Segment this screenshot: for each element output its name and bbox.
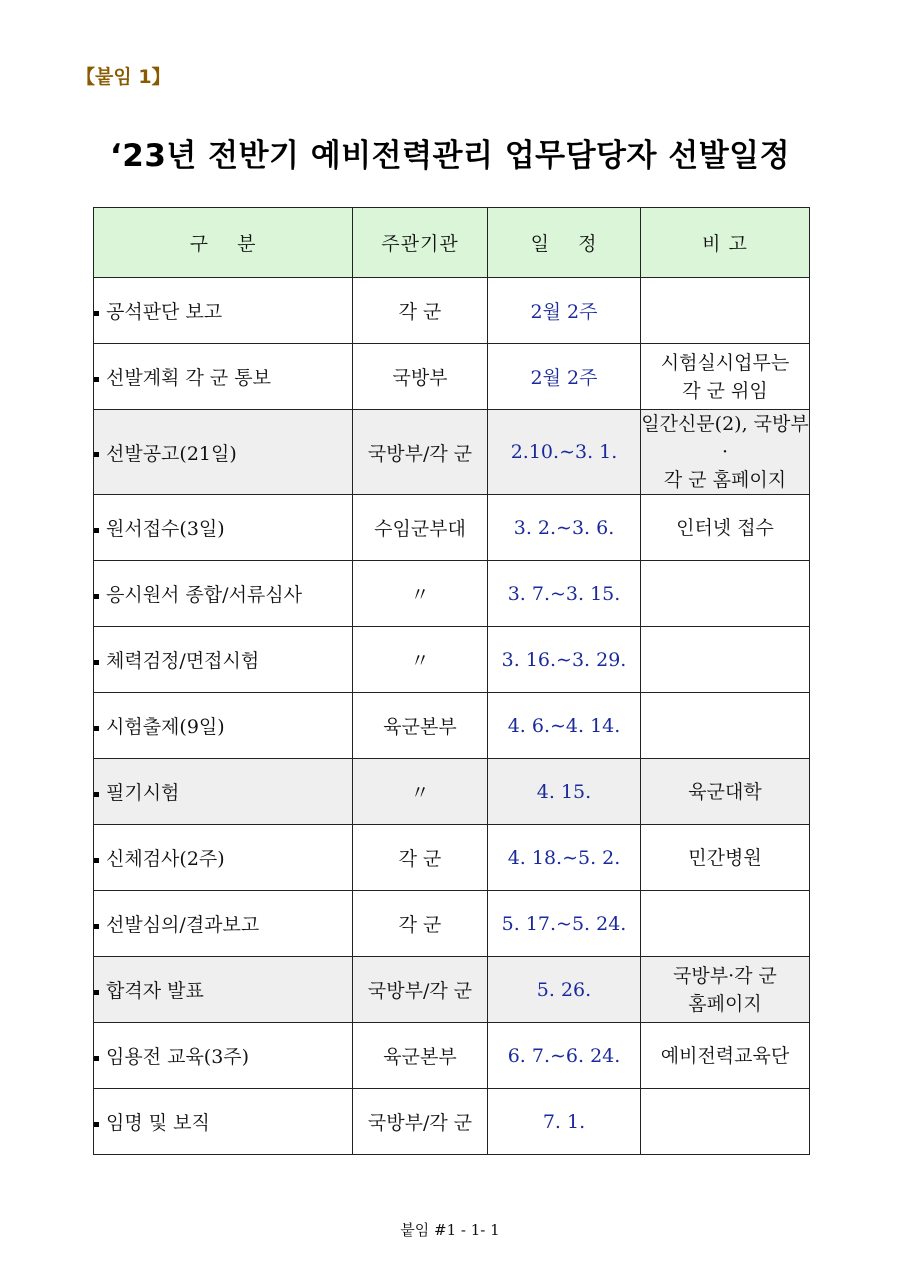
row-item-label: 선발계획 각 군 통보	[106, 367, 271, 389]
row-schedule: 2월 2주	[488, 278, 641, 344]
row-item-cell	[94, 627, 353, 693]
row-remarks: 인터넷 접수	[641, 495, 810, 561]
table-row	[94, 495, 810, 561]
row-organizer: 육군본부	[353, 1023, 488, 1089]
document-title: ‘23년 전반기 예비전력관리 업무담당자 선발일정	[109, 138, 791, 174]
row-schedule: 6. 7.∼6. 24.	[488, 1023, 641, 1089]
bullet-icon	[94, 311, 99, 316]
table-row	[94, 278, 810, 344]
bullet-icon	[94, 1056, 99, 1061]
page-footer: 붙임 #1 - 1- 1	[400, 1221, 500, 1239]
row-schedule: 4. 15.	[488, 759, 641, 825]
row-organizer: 각 군	[353, 278, 488, 344]
row-schedule: 2월 2주	[488, 344, 641, 410]
row-item-cell	[94, 410, 353, 495]
bullet-icon	[94, 858, 99, 863]
row-organizer: 〃	[353, 561, 488, 627]
row-organizer: 각 군	[353, 825, 488, 891]
table-row	[94, 891, 810, 957]
row-item-label: 시험출제(9일)	[106, 716, 225, 738]
row-organizer: 〃	[353, 627, 488, 693]
header-schedule: 일 정	[488, 208, 641, 278]
row-remarks: 국방부·각 군 홈페이지	[641, 957, 810, 1023]
bullet-icon	[94, 1122, 99, 1127]
row-organizer: 각 군	[353, 891, 488, 957]
table-header-row	[94, 208, 810, 278]
bullet-icon	[94, 452, 99, 457]
table-row	[94, 1089, 810, 1155]
row-item-cell	[94, 495, 353, 561]
schedule-table	[93, 207, 810, 1155]
row-organizer: 〃	[353, 759, 488, 825]
bullet-icon	[94, 792, 99, 797]
row-item-label: 임용전 교육(3주)	[106, 1046, 250, 1068]
row-remarks	[641, 891, 810, 957]
row-organizer: 육군본부	[353, 693, 488, 759]
row-item-cell	[94, 759, 353, 825]
row-remarks: 민간병원	[641, 825, 810, 891]
table-row	[94, 693, 810, 759]
row-schedule: 4. 18.∼5. 2.	[488, 825, 641, 891]
row-item-label: 원서접수(3일)	[106, 518, 225, 540]
header-category: 구 분	[94, 208, 353, 278]
row-item-label: 공석판단 보고	[106, 301, 223, 323]
row-schedule: 5. 17.~5. 24.	[488, 891, 641, 957]
row-item-cell	[94, 891, 353, 957]
attachment-label: 【붙임 1】	[76, 66, 171, 88]
row-organizer: 국방부/각 군	[353, 410, 488, 495]
row-remarks: 육군대학	[641, 759, 810, 825]
bullet-icon	[94, 594, 99, 599]
row-organizer: 국방부	[353, 344, 488, 410]
table-row	[94, 410, 810, 495]
row-schedule: 5. 26.	[488, 957, 641, 1023]
row-schedule: 3. 16.∼3. 29.	[488, 627, 641, 693]
bullet-icon	[94, 660, 99, 665]
row-item-cell	[94, 957, 353, 1023]
header-organizer: 주관기관	[353, 208, 488, 278]
table-row	[94, 627, 810, 693]
row-item-label: 선발심의/결과보고	[106, 914, 260, 936]
row-organizer: 수임군부대	[353, 495, 488, 561]
row-schedule: 3. 7.~3. 15.	[488, 561, 641, 627]
row-organizer: 국방부/각 군	[353, 1089, 488, 1155]
row-item-cell	[94, 1023, 353, 1089]
header-remarks: 비 고	[641, 208, 810, 278]
table-row	[94, 1023, 810, 1089]
row-remarks: 예비전력교육단	[641, 1023, 810, 1089]
row-item-cell	[94, 693, 353, 759]
row-item-cell	[94, 1089, 353, 1155]
table-row	[94, 561, 810, 627]
row-remarks	[641, 278, 810, 344]
bullet-icon	[94, 377, 99, 382]
row-organizer: 국방부/각 군	[353, 957, 488, 1023]
table-row	[94, 344, 810, 410]
row-item-label: 선발공고(21일)	[106, 442, 237, 465]
bullet-icon	[94, 726, 99, 731]
row-remarks	[641, 561, 810, 627]
row-item-label: 체력검정/면접시험	[106, 650, 260, 672]
row-remarks	[641, 1089, 810, 1155]
row-remarks	[641, 693, 810, 759]
row-remarks: 일간신문(2), 국방부· 각 군 홈페이지	[641, 410, 810, 495]
row-item-cell	[94, 561, 353, 627]
row-schedule: 3. 2.∼3. 6.	[488, 495, 641, 561]
table-row	[94, 957, 810, 1023]
row-item-cell	[94, 278, 353, 344]
row-item-cell	[94, 344, 353, 410]
row-remarks: 시험실시업무는 각 군 위임	[641, 344, 810, 410]
row-item-label: 임명 및 보직	[106, 1112, 210, 1134]
row-item-label: 신체검사(2주)	[106, 848, 225, 870]
table-row	[94, 759, 810, 825]
row-schedule: 2.10.∼3. 1.	[488, 410, 641, 495]
row-remarks	[641, 627, 810, 693]
row-schedule: 7. 1.	[488, 1089, 641, 1155]
bullet-icon	[94, 990, 99, 995]
row-item-label: 필기시험	[106, 782, 180, 804]
row-item-cell	[94, 825, 353, 891]
bullet-icon	[94, 528, 99, 533]
row-item-label: 합격자 발표	[106, 980, 204, 1002]
row-item-label: 응시원서 종합/서류심사	[106, 584, 302, 606]
bullet-icon	[94, 924, 99, 929]
row-schedule: 4. 6.∼4. 14.	[488, 693, 641, 759]
table-row	[94, 825, 810, 891]
